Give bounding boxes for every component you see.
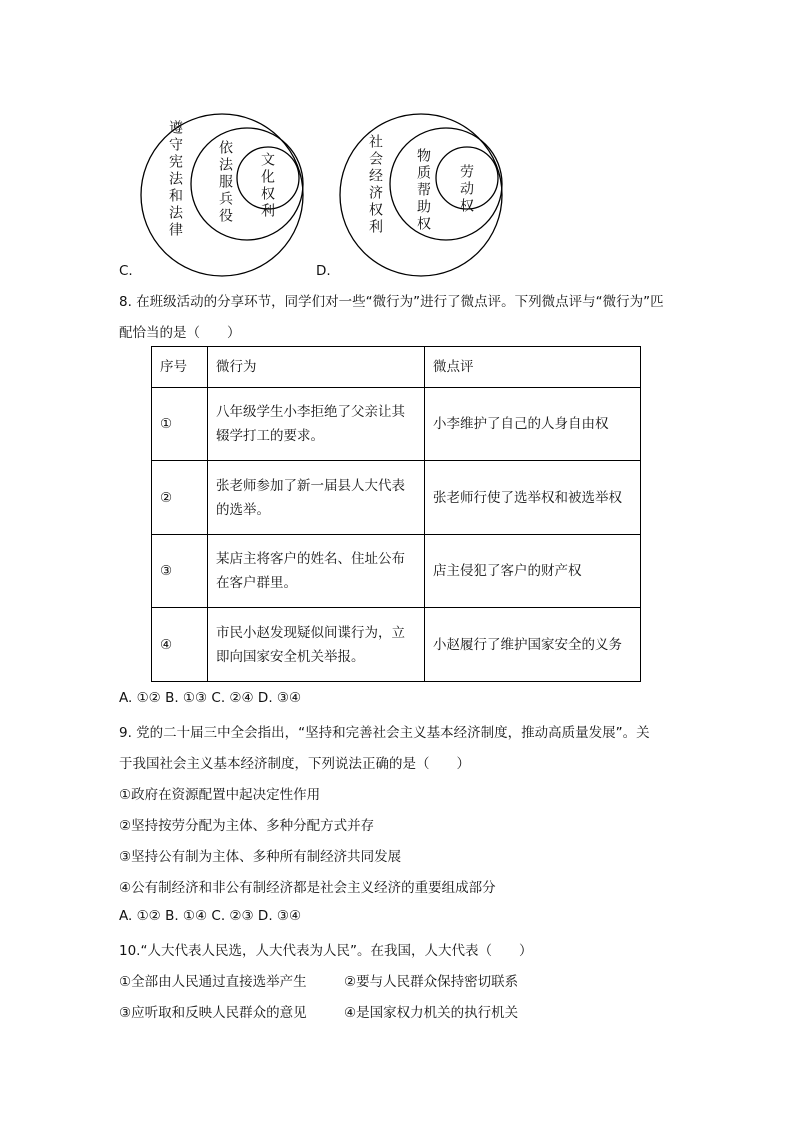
row-no: ① xyxy=(152,388,208,461)
q10-item: ①全部由人民通过直接选举产生 xyxy=(119,974,307,990)
header-behavior: 微行为 xyxy=(208,347,425,388)
q8-stem-line2: 配恰当的是（ ） xyxy=(119,325,241,341)
row-behavior xyxy=(208,608,425,682)
q8-table xyxy=(151,346,641,682)
option-c-label: C. xyxy=(119,263,133,279)
diagram-c-middle-label: 依法服兵役 xyxy=(217,140,233,225)
row-comment: 小李维护了自己的人身自由权 xyxy=(425,388,641,461)
row-no: ③ xyxy=(152,535,208,608)
q9-item: ①政府在资源配置中起决定性作用 xyxy=(119,787,321,803)
q10-item: ④是国家权力机关的执行机关 xyxy=(344,1005,519,1021)
q8-options: A. ①② B. ①③ C. ②④ D. ③④ xyxy=(119,690,302,706)
diagram-d-outer-label: 社会经济权利 xyxy=(367,134,383,236)
table-header-row xyxy=(152,347,641,388)
row-behavior xyxy=(208,461,425,535)
row-behavior-line: 市民小赵发现疑似间谍行为，立 xyxy=(216,624,405,641)
diagram-c-inner-label: 文化权利 xyxy=(259,152,275,220)
q9-item: ④公有制经济和非公有制经济都是社会主义经济的重要组成部分 xyxy=(119,880,496,896)
table-row xyxy=(152,608,641,682)
row-no: ④ xyxy=(152,608,208,682)
q10-item: ②要与人民群众保持密切联系 xyxy=(344,974,519,990)
q10-item: ③应听取和反映人民群众的意见 xyxy=(119,1005,307,1021)
row-comment: 小赵履行了维护国家安全的义务 xyxy=(425,608,641,682)
diagram-d-middle-circle xyxy=(390,128,502,240)
row-behavior xyxy=(208,388,425,461)
q9-item: ③坚持公有制为主体、多种所有制经济共同发展 xyxy=(119,849,402,865)
row-behavior-line: 即向国家安全机关举报。 xyxy=(216,648,365,665)
option-d-label: D. xyxy=(316,263,331,279)
row-behavior-line: 的选举。 xyxy=(216,501,270,518)
diagram-c-middle-circle xyxy=(191,128,303,240)
diagram-c-outer-label: 遵守宪法和法律 xyxy=(167,120,183,239)
diagram-d-middle-label: 物质帮助权 xyxy=(415,148,431,233)
q9-item: ②坚持按劳分配为主体、多种分配方式并存 xyxy=(119,818,375,834)
row-no: ② xyxy=(152,461,208,535)
q8-stem-line1: 8. 在班级活动的分享环节，同学们对一些“微行为”进行了微点评。下列微点评与“微行为”匹 xyxy=(119,294,664,310)
table-row xyxy=(152,461,641,535)
row-behavior-line: 张老师参加了新一届县人大代表 xyxy=(216,477,405,494)
q9-stem-line1: 9. 党的二十届三中全会指出，“坚持和完善社会主义基本经济制度，推动高质量发展”。关 xyxy=(119,725,650,741)
row-comment: 张老师行使了选举权和被选举权 xyxy=(425,461,641,535)
row-comment: 店主侵犯了客户的财产权 xyxy=(425,535,641,608)
header-no: 序号 xyxy=(152,347,208,388)
header-comment: 微点评 xyxy=(425,347,641,388)
diagram-d-inner-label: 劳动权 xyxy=(458,164,474,215)
q9-options: A. ①② B. ①④ C. ②③ D. ③④ xyxy=(119,908,302,924)
q10-stem: 10.“人大代表人民选，人大代表为人民”。在我国，人大代表（ ） xyxy=(119,943,533,959)
q9-stem-line2: 于我国社会主义基本经济制度，下列说法正确的是（ ） xyxy=(119,756,470,772)
row-behavior-line: 八年级学生小李拒绝了父亲让其 xyxy=(216,404,405,420)
row-behavior-line: 某店主将客户的姓名、住址公布 xyxy=(216,551,405,567)
row-behavior xyxy=(208,535,425,608)
row-behavior-line: 在客户群里。 xyxy=(216,575,297,591)
row-behavior-line: 辍学打工的要求。 xyxy=(216,428,324,444)
table-row xyxy=(152,535,641,608)
table-row xyxy=(152,388,641,461)
